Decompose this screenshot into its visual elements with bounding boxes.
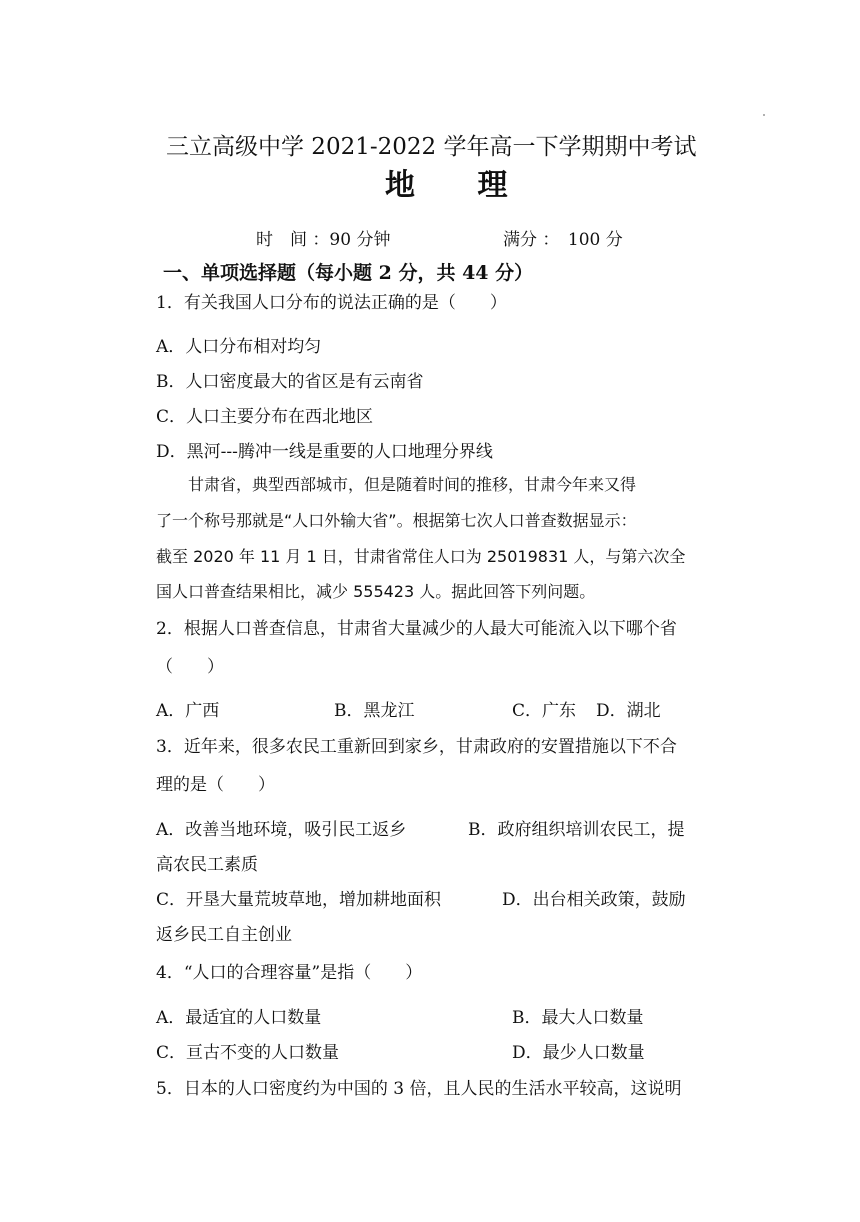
passage-line-1: 甘肃省，典型西部城市，但是随着时间的推移，甘肃今年来又得 (188, 475, 637, 494)
q3-option-b: B．政府组织培训农民工，提 (468, 820, 685, 840)
corner-dot (763, 114, 765, 116)
q2-option-b: B．黑龙江 (334, 701, 415, 721)
question-2-stem: 2．根据人口普查信息，甘肃省大量减少的人最大可能流入以下哪个省 (156, 619, 677, 639)
q3-option-b-cont: 高农民工素质 (156, 855, 258, 875)
q4-option-c: C．亘古不变的人口数量 (156, 1043, 340, 1063)
time-info: 时 间 ：90 分钟 (256, 230, 391, 250)
section-title: 一、单项选择题（每小题 2 分，共 44 分） (163, 262, 534, 284)
q4-option-b: B．最大人口数量 (512, 1008, 644, 1028)
question-1-stem: 1．有关我国人口分布的说法正确的是（ ） (156, 293, 507, 313)
q1-option-b: B．人口密度最大的省区是有云南省 (156, 372, 424, 392)
q1-option-c: C．人口主要分布在西北地区 (156, 407, 374, 427)
question-3-stem-cont: 理的是（ ） (156, 775, 275, 795)
subject-title: 地 理 (385, 168, 534, 203)
q4-option-d: D．最少人口数量 (512, 1043, 645, 1063)
exam-title: 三立高级中学 2021-2022 学年高一下学期期中考试 (166, 134, 697, 160)
question-2-stem-cont: （ ） (156, 657, 224, 677)
q2-option-c: C．广东 (512, 701, 577, 721)
q1-option-a: A．人口分布相对均匀 (156, 337, 322, 357)
q4-option-a: A．最适宜的人口数量 (156, 1008, 322, 1028)
passage-line-4: 国人口普查结果相比，减少 555423 人。据此回答下列问题。 (156, 582, 596, 601)
q2-option-a: A．广西 (156, 701, 220, 721)
question-4-stem: 4．“人口的合理容量”是指（ ） (156, 963, 423, 983)
q3-option-d-cont: 返乡民工自主创业 (156, 925, 292, 945)
question-3-stem: 3．近年来，很多农民工重新回到家乡，甘肃政府的安置措施以下不合 (156, 737, 677, 757)
question-5-stem: 5．日本的人口密度约为中国的 3 倍，且人民的生活水平较高，这说明 (156, 1079, 682, 1099)
passage-line-3: 截至 2020 年 11 月 1 日，甘肃省常住人口为 25019831 人，与第六次全 (156, 547, 686, 566)
q1-option-d: D．黑河---腾冲一线是重要的人口地理分界线 (156, 442, 493, 462)
q3-option-a: A．改善当地环境，吸引民工返乡 (156, 820, 407, 840)
passage-line-2: 了一个称号那就是“人口外输大省”。根据第七次人口普查数据显示： (156, 511, 637, 530)
q3-option-d: D．出台相关政策，鼓励 (502, 890, 686, 910)
q3-option-c: C．开垦大量荒坡草地，增加耕地面积 (156, 890, 442, 910)
score-info: 满分 ： 100 分 (503, 230, 623, 250)
q2-option-d: D．湖北 (596, 701, 661, 721)
